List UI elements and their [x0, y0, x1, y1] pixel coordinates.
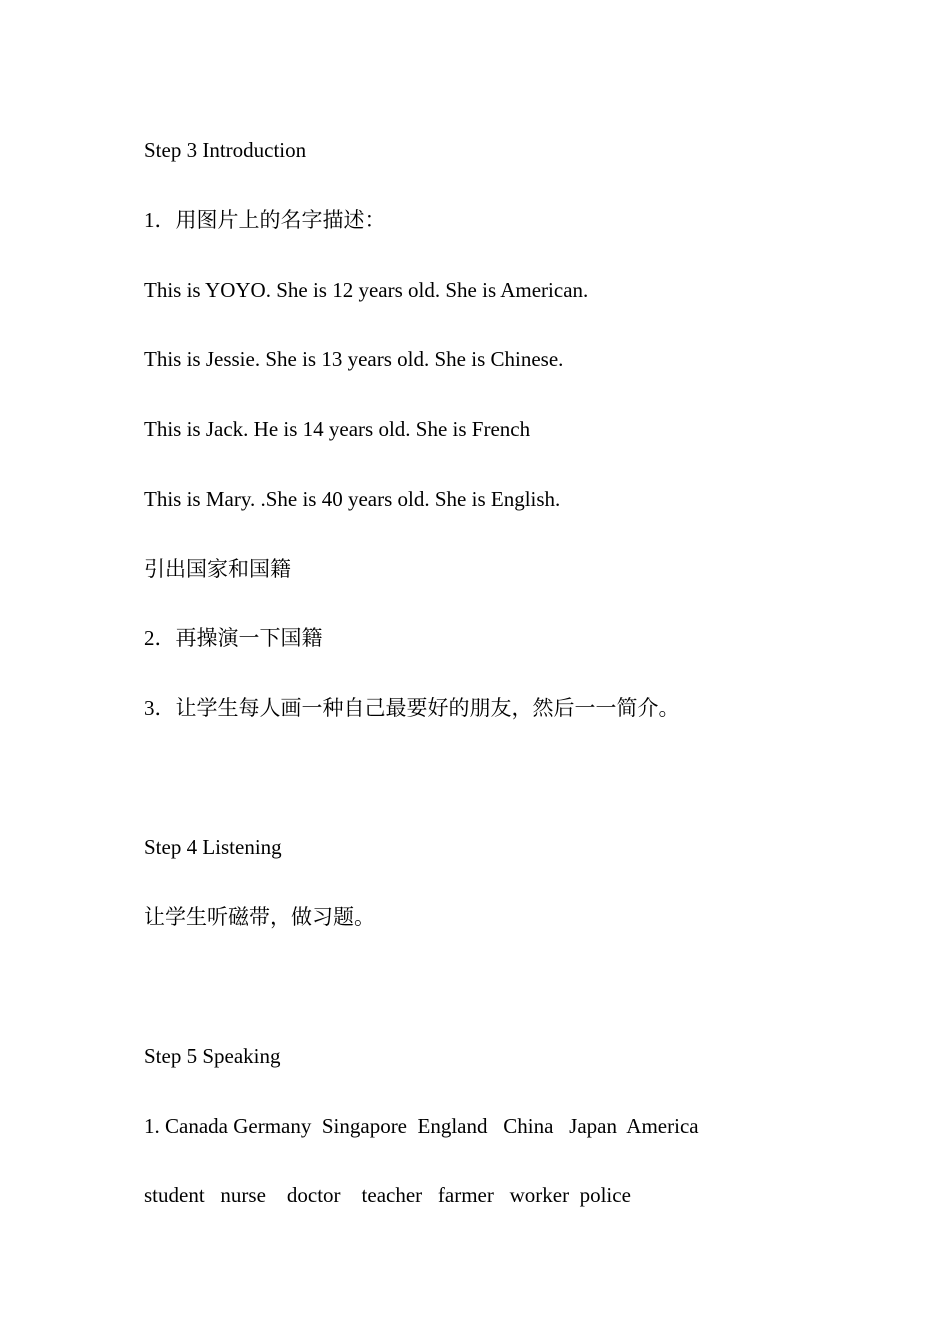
instruction-describe-names: 1．用图片上的名字描述： — [144, 208, 386, 232]
sentence-yoyo: This is YOYO. She is 12 years old. She is American. — [144, 278, 589, 302]
instruction-practice: 2．再操演一下国籍 — [144, 626, 323, 650]
sentence-mary: This is Mary. .She is 40 years old. She is English. — [144, 487, 561, 511]
sentence-jack: This is Jack. He is 14 years old. She is French — [144, 417, 531, 441]
instruction-draw-friend: 3．让学生每人画一种自己最要好的朋友，然后一一简介。 — [144, 696, 680, 720]
country-list: 1. Canada Germany Singapore England China Japan America — [144, 1114, 699, 1138]
instruction-introduce-nationality: 引出国家和国籍 — [144, 557, 291, 581]
sentence-jessie: This is Jessie. She is 13 years old. She is Chinese. — [144, 347, 564, 371]
step4-heading: Step 4 Listening — [144, 835, 282, 859]
step3-heading: Step 3 Introduction — [144, 138, 307, 162]
instruction-listening: 让学生听磁带，做习题。 — [144, 905, 375, 929]
occupation-list: student nurse doctor teacher farmer worker police — [144, 1183, 631, 1207]
step5-heading: Step 5 Speaking — [144, 1044, 281, 1068]
